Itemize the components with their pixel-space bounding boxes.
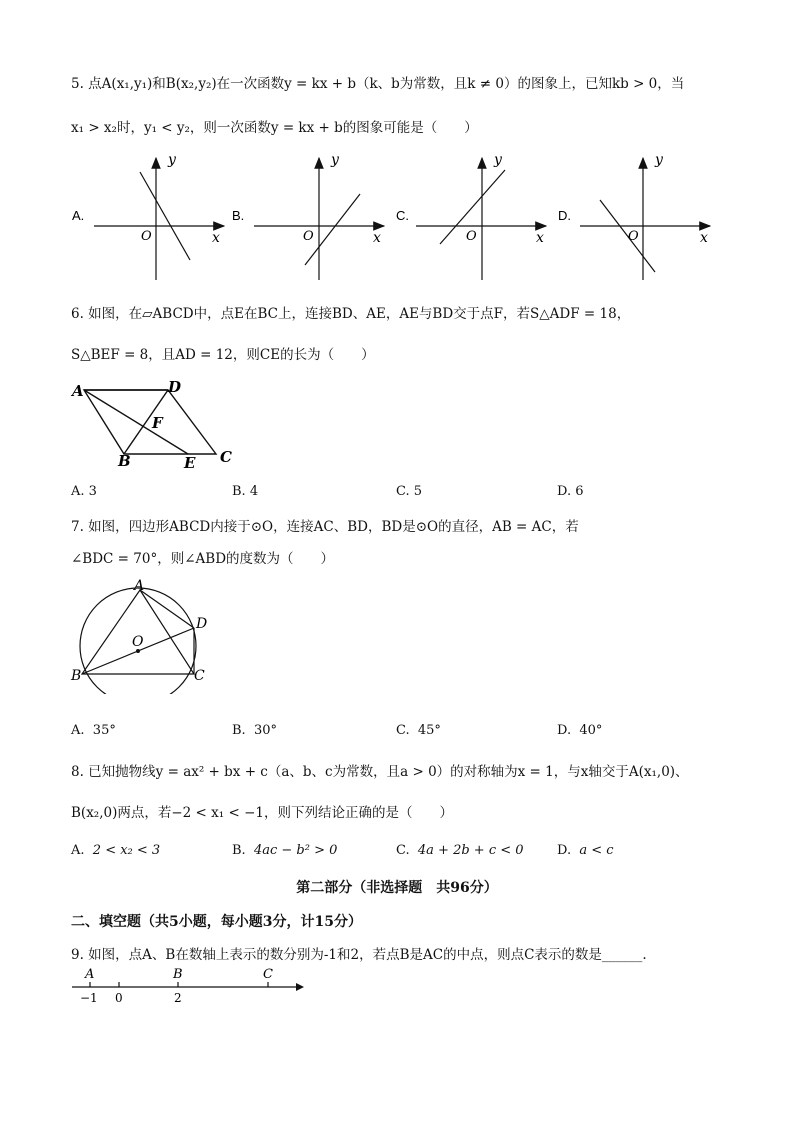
- q5-graph-a-x-label: x: [212, 230, 220, 246]
- q7-stem-line2: ∠BDC = 70°，则∠ABD的度数为（ ）: [71, 551, 335, 567]
- q5-graph-d-x-label: x: [700, 230, 708, 246]
- q6-label-c: C: [220, 448, 232, 466]
- q6-label-f: F: [152, 414, 163, 432]
- part2-title: 第二部分（非选择题 共96分）: [296, 880, 498, 896]
- q6-label-b: B: [118, 452, 131, 470]
- q5-graph-a: [72, 152, 224, 280]
- q9-label-c: C: [263, 967, 273, 982]
- q7-circle-figure: [68, 576, 218, 694]
- q9-tick-0: 0: [115, 991, 123, 1005]
- q5-graph-c-origin: O: [466, 229, 477, 244]
- q6-option-b[interactable]: B. 4: [232, 484, 259, 499]
- q6-option-d[interactable]: D. 6: [557, 484, 584, 499]
- q6-label-a: A: [72, 382, 84, 400]
- q9-number-line: [68, 966, 308, 1006]
- q8-stem-line2: B(x₂,0)两点，若−2 < x₁ < −1，则下列结论正确的是（ ）: [71, 805, 453, 821]
- q5-stem-line2: x₁ > x₂时，y₁ < y₂，则一次函数y = kx + b的图象可能是（ ）: [71, 120, 478, 136]
- q8-stem-line1: 8. 已知抛物线y = ax² + bx + c（a、b、c为常数，且a > 0）的对称轴为x = 1，与x轴交于A(x₁,0)、: [71, 764, 689, 780]
- q5-graph-c-y-label: y: [494, 152, 502, 168]
- q6-stem-line1: 6. 如图，在▱ABCD中，点E在BC上，连接BD、AE，AE与BD交于点F，若S△ADF = 18，: [71, 306, 631, 322]
- q7-option-b[interactable]: B. 30°: [232, 723, 277, 738]
- q8-option-d[interactable]: D. a < c: [557, 843, 614, 858]
- q6-stem-line2: S△BEF = 8，且AD = 12，则CE的长为（ ）: [71, 347, 375, 363]
- q5-graph-b-x-label: x: [373, 230, 381, 246]
- q7-option-c[interactable]: C. 45°: [396, 723, 441, 738]
- q7-option-a[interactable]: A. 35°: [71, 723, 116, 738]
- q5-option-c-letter: C.: [396, 208, 409, 223]
- q6-parallelogram-figure: [70, 376, 240, 471]
- q7-label-o: O: [132, 634, 144, 650]
- q6-label-e: E: [184, 454, 196, 471]
- q7-label-d: D: [196, 616, 208, 632]
- q7-label-c: C: [194, 668, 205, 684]
- q5-graph-a-line: [140, 172, 190, 260]
- q5-option-a-letter: A.: [72, 208, 85, 223]
- q9-tick-2: 2: [174, 991, 182, 1005]
- q7-label-a: A: [134, 578, 145, 594]
- q7-stem-line1: 7. 如图，四边形ABCD内接于⊙O，连接AC、BD，BD是⊙O的直径，AB = AC，若: [71, 519, 579, 535]
- q5-option-d-letter: D.: [558, 208, 571, 223]
- q8-option-b[interactable]: B. 4ac − b² > 0: [232, 843, 338, 858]
- q6-label-d: D: [168, 378, 182, 396]
- q9-tick-neg1: −1: [80, 991, 98, 1005]
- q5-stem-line1: 5. 点A(x₁,y₁)和B(x₂,y₂)在一次函数y = kx + b（k、b为常数，且k ≠ 0）的图象上，已知kb > 0，当: [71, 76, 685, 92]
- q5-graph-b-y-label: y: [331, 152, 339, 168]
- q9-stem: 9. 如图，点A、B在数轴上表示的数分别为-1和2，若点B是AC的中点，则点C表示的数是______.: [71, 947, 647, 963]
- q5-graph-d-origin: O: [628, 229, 639, 244]
- q5-graph-d-y-label: y: [655, 152, 663, 168]
- q5-option-graphs: [60, 150, 740, 290]
- q5-graph-b: [232, 152, 384, 280]
- q5-graph-d: [558, 152, 710, 280]
- q8-option-c[interactable]: C. 4a + 2b + c < 0: [396, 843, 524, 858]
- q5-graph-a-origin: O: [141, 229, 152, 244]
- q5-graph-b-origin: O: [303, 229, 314, 244]
- section2-title: 二、填空题（共5小题，每小题3分，计15分）: [71, 914, 362, 930]
- q9-label-a: A: [85, 967, 95, 982]
- q6-option-a[interactable]: A. 3: [71, 484, 97, 499]
- q7-option-d[interactable]: D. 40°: [557, 723, 603, 738]
- q9-label-b: B: [173, 967, 183, 982]
- q6-option-c[interactable]: C. 5: [396, 484, 423, 499]
- q7-label-b: B: [71, 668, 82, 684]
- q8-option-a[interactable]: A. 2 < x₂ < 3: [71, 843, 161, 858]
- q5-option-b-letter: B.: [232, 208, 245, 223]
- q5-graph-c: [396, 152, 546, 280]
- q5-graph-a-y-label: y: [168, 152, 176, 168]
- q5-graph-c-x-label: x: [536, 230, 544, 246]
